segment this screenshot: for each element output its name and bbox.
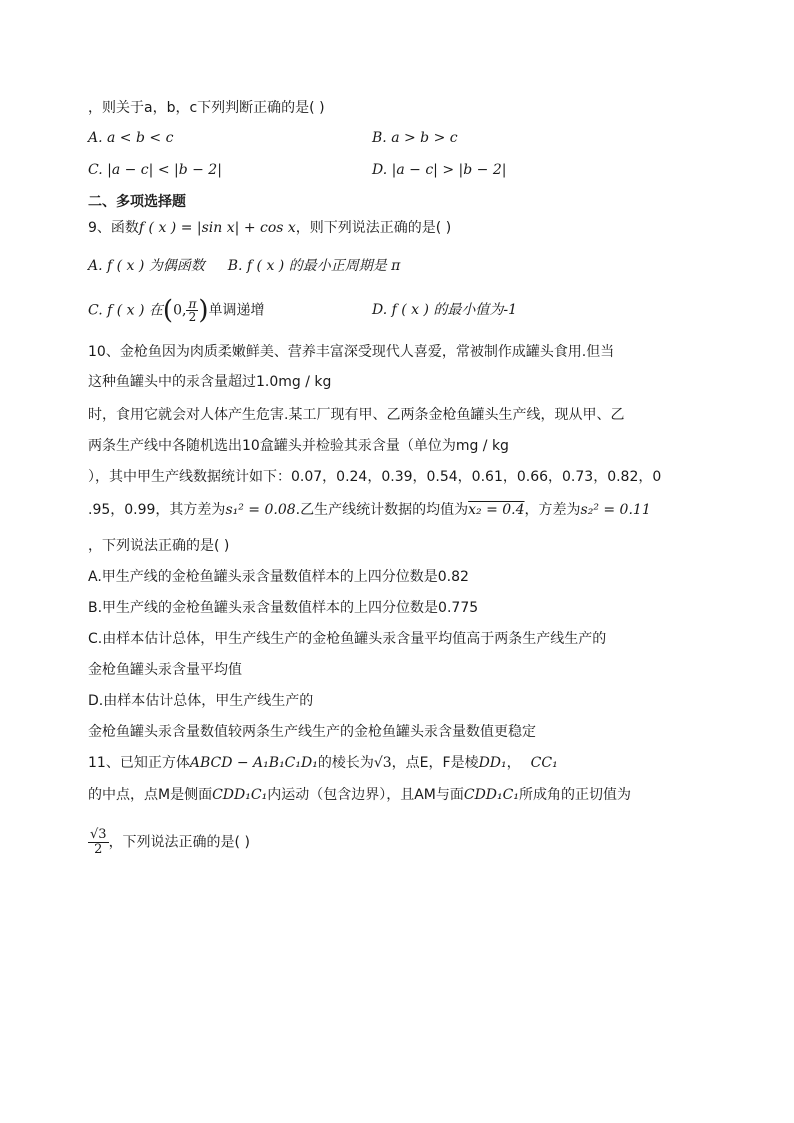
- q11-line1: 11、已知正方体ABCD − A₁B₁C₁D₁的棱长为√3，点E，F是棱DD₁， CC₁: [88, 755, 558, 771]
- q8-tail: ，则关于a，b，c下列判断正确的是( ): [88, 100, 325, 116]
- s2-squared: s₂² = 0.11: [580, 502, 651, 518]
- q10-line3: 时，食用它就会对人体产生危害.某工厂现有甲、乙两条金枪鱼罐头生产线，现从甲、乙: [88, 407, 625, 423]
- q10-line6: .95，0.99，其方差为s₁² = 0.08.乙生产线统计数据的均值为x₂ = 0.4，方差为s₂² = 0.11: [88, 502, 651, 518]
- s1-squared: s₁² = 0.08: [225, 502, 296, 518]
- q10-line2: 这种鱼罐头中的汞含量超过1.0mg / kg: [88, 374, 332, 390]
- q10-option-c-line2: 金枪鱼罐头汞含量平均值: [88, 662, 242, 678]
- q10-option-b: B.甲生产线的金枪鱼罐头汞含量数值样本的上四分位数是0.775: [88, 600, 479, 616]
- pi-over-2: $\frac{\pi}{2}$: [188, 297, 197, 324]
- q10-line1: 10、金枪鱼因为肉质柔嫩鲜美、营养丰富深受现代人喜爱，常被制作成罐头食用.但当: [88, 344, 615, 360]
- q9-option-b: B. f ( x ) 的最小正周期是 π: [227, 258, 401, 274]
- sqrt3-over-2: $\frac{√3}{2}$: [90, 827, 107, 857]
- q10-line7: ，下列说法正确的是( ): [88, 538, 230, 554]
- q8-option-d: D. |a − c| > |b − 2|: [372, 162, 507, 178]
- q10-option-d-line1: D.由样本估计总体，甲生产线生产的: [88, 693, 314, 709]
- q10-option-d-line2: 金枪鱼罐头汞含量数值较两条生产线生产的金枪鱼罐头汞含量数值更稳定: [88, 724, 536, 740]
- q9-option-d: D. f ( x ) 的最小值为-1: [372, 302, 518, 318]
- q9-stem: 9、函数f ( x ) = |sin x| + cos x，则下列说法正确的是( ): [88, 220, 452, 236]
- q9-option-c: C. f ( x ) 在(0, $\frac{\pi}{2}$ )单调递增: [88, 295, 265, 326]
- x2-mean: x₂ = 0.4: [468, 502, 525, 518]
- q8-option-c: C. |a − c| < |b − 2|: [88, 162, 222, 178]
- q9-option-a: A. f ( x ) 为偶函数: [88, 258, 205, 274]
- q10-line5: ），其中甲生产线数据统计如下：0.07，0.24，0.39，0.54，0.61，0.66，0.73，0.82，0: [88, 469, 662, 485]
- q10-line4: 两条生产线中各随机选出10盒罐头并检验其汞含量（单位为mg / kg: [88, 438, 509, 454]
- q9-options-ab: [88, 256, 400, 276]
- q8-option-b: B. a > b > c: [372, 130, 458, 146]
- q10-option-a: A.甲生产线的金枪鱼罐头汞含量数值样本的上四分位数是0.82: [88, 569, 469, 585]
- q11-line2: 的中点，点M是侧面CDD₁C₁内运动（包含边界），且AM与面CDD₁C₁所成角的正切值为: [88, 787, 631, 803]
- q8-option-a: A. a < b < c: [88, 130, 174, 146]
- edge-length: √3: [373, 755, 392, 771]
- q10-option-c-line1: C.由样本估计总体，甲生产线生产的金枪鱼罐头汞含量平均值高于两条生产线生产的: [88, 631, 607, 647]
- section-title: 二、多项选择题: [88, 194, 186, 210]
- cube-name: ABCD − A₁B₁C₁D₁: [189, 755, 318, 771]
- q11-line3: $\frac{√3}{2}$ ，下列说法正确的是( ): [90, 827, 250, 857]
